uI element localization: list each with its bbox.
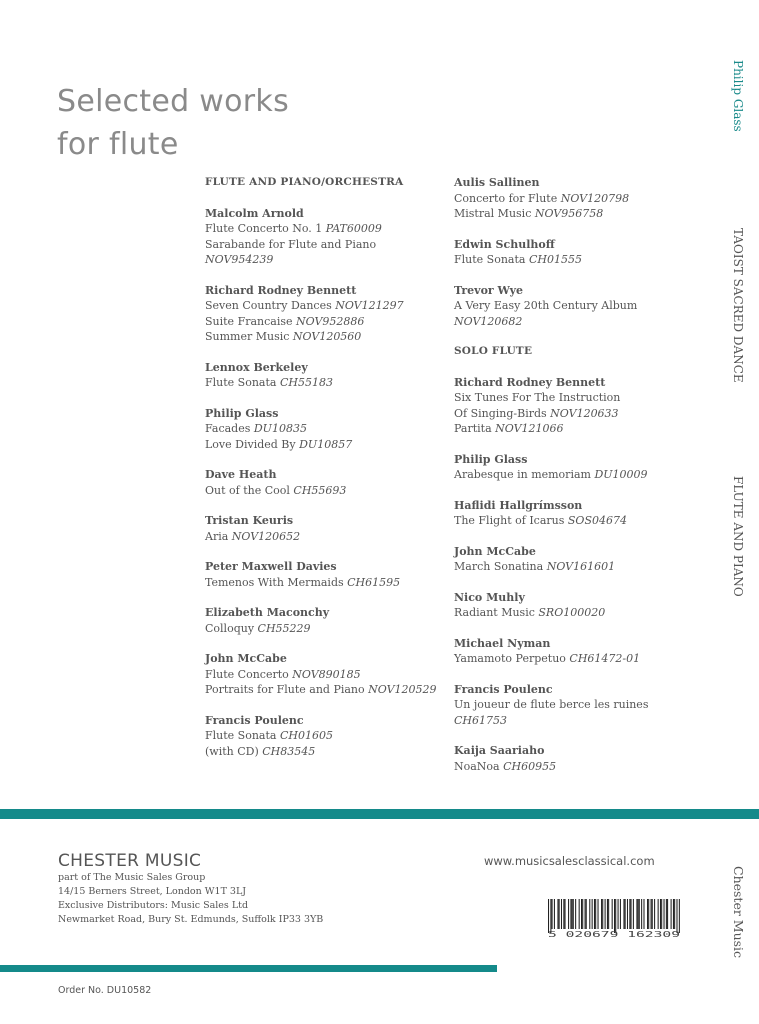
composer-name: Philip Glass bbox=[454, 452, 528, 466]
composer-name: Haflidi Hallgrímsson bbox=[454, 498, 583, 512]
work-line bbox=[205, 437, 445, 453]
work-title: Arabesque in memoriam bbox=[454, 468, 595, 481]
barcode-bar bbox=[602, 899, 603, 929]
work-title: A Very Easy 20th Century Album bbox=[454, 299, 638, 312]
barcode-bar bbox=[582, 899, 583, 929]
composer-entry bbox=[205, 513, 445, 544]
section-heading-solo-flute: SOLO FLUTE bbox=[454, 345, 533, 357]
title-line-2: for flute bbox=[57, 127, 179, 162]
work-line bbox=[205, 314, 445, 330]
barcode-bar bbox=[615, 899, 616, 933]
catalogue-code: NOV120633 bbox=[550, 406, 619, 420]
publisher-line: 14/15 Berners Street, London W1T 3LJ bbox=[58, 886, 247, 897]
catalogue-code: NOV161601 bbox=[546, 560, 616, 573]
catalogue-code: NOV120529 bbox=[368, 683, 437, 696]
composer-name: Peter Maxwell Davies bbox=[205, 560, 337, 573]
work-title: Out of the Cool bbox=[205, 483, 294, 497]
barcode-bar bbox=[568, 899, 569, 929]
work-title: Sarabande for Flute and Piano bbox=[205, 237, 377, 251]
work-title: Suite Francaise bbox=[205, 314, 296, 328]
composer-name: Tristan Keuris bbox=[205, 514, 294, 527]
work-title: Summer Music bbox=[205, 330, 293, 343]
publisher-line: part of The Music Sales Group bbox=[58, 872, 206, 883]
catalogue-code: NOV956758 bbox=[534, 207, 604, 220]
barcode-bar bbox=[643, 899, 644, 929]
work-title: The Flight of Icarus bbox=[454, 514, 568, 527]
barcode-bar bbox=[654, 899, 655, 929]
catalogue-code: CH61595 bbox=[347, 575, 401, 589]
catalogue-code: NOV121297 bbox=[335, 299, 404, 312]
order-number: Order No. DU10582 bbox=[58, 985, 152, 996]
barcode-bar bbox=[666, 899, 667, 929]
barcode-bar bbox=[561, 899, 562, 929]
work-line bbox=[454, 206, 704, 222]
work-title: Yamamoto Perpetuo bbox=[454, 652, 570, 665]
work-line bbox=[454, 513, 704, 529]
spine-work-title: TAOIST SACRED DANCE bbox=[731, 228, 745, 383]
work-title: Love Divided By bbox=[205, 437, 300, 451]
composer-name: Edwin Schulhoff bbox=[454, 237, 555, 251]
work-title: Facades bbox=[205, 422, 254, 435]
composer-name: Michael Nyman bbox=[454, 636, 551, 650]
catalogue-code: NOV120652 bbox=[231, 529, 301, 543]
composer-entry bbox=[454, 375, 704, 437]
barcode-bar bbox=[607, 899, 608, 929]
work-title: Flute Sonata bbox=[454, 253, 529, 266]
work-line bbox=[454, 467, 704, 483]
work-title: Seven Country Dances bbox=[205, 299, 336, 312]
composer-entry bbox=[205, 360, 445, 391]
work-title: Radiant Music bbox=[454, 606, 539, 619]
catalogue-code: CH60955 bbox=[503, 759, 557, 773]
barcode-bar bbox=[548, 899, 549, 933]
barcode-bar bbox=[641, 899, 642, 929]
section-heading-flute-and-piano: FLUTE AND PIANO/ORCHESTRA bbox=[205, 176, 404, 188]
composer-entry bbox=[454, 636, 704, 667]
work-line bbox=[454, 252, 704, 268]
catalogue-code: CH55693 bbox=[293, 483, 347, 497]
barcode-bar bbox=[589, 899, 590, 929]
barcode-bar bbox=[676, 899, 677, 933]
barcode-bar bbox=[625, 899, 626, 929]
work-line bbox=[205, 682, 445, 698]
catalogue-code: SRO100020 bbox=[538, 606, 606, 619]
work-title: Concerto for Flute bbox=[454, 191, 561, 205]
composer-entry bbox=[205, 605, 445, 636]
work-line bbox=[454, 314, 704, 330]
work-title: Aria bbox=[205, 529, 232, 543]
composer-name: Trevor Wye bbox=[454, 283, 524, 297]
publisher-info bbox=[58, 851, 323, 927]
barcode-bar bbox=[563, 899, 564, 929]
barcode-bar bbox=[660, 899, 661, 929]
barcode-bar bbox=[633, 899, 634, 929]
barcode-bar bbox=[595, 899, 596, 929]
work-line bbox=[454, 713, 704, 729]
barcode-bar bbox=[581, 899, 582, 929]
work-title: (with CD) bbox=[205, 744, 263, 758]
barcode-bar bbox=[592, 899, 593, 929]
composer-name: John McCabe bbox=[454, 544, 536, 558]
publisher-line: Exclusive Distributors: Music Sales Ltd bbox=[58, 900, 249, 911]
barcode-bar bbox=[552, 899, 553, 929]
work-line bbox=[205, 621, 445, 637]
work-line bbox=[454, 406, 704, 422]
work-line bbox=[205, 221, 445, 237]
composer-entry bbox=[205, 283, 445, 345]
work-line bbox=[454, 759, 704, 775]
barcode-bar bbox=[601, 899, 602, 929]
work-title: Flute Concerto No. 1 bbox=[205, 222, 326, 235]
composer-entry bbox=[205, 559, 445, 590]
barcode-bar bbox=[631, 899, 632, 929]
composer-entry bbox=[205, 651, 445, 698]
barcode-bar bbox=[658, 899, 659, 929]
composer-name: Richard Rodney Bennett bbox=[205, 283, 357, 297]
composer-list bbox=[454, 375, 704, 775]
work-line bbox=[205, 237, 445, 253]
catalogue-code: DU10835 bbox=[253, 422, 307, 435]
barcode-bar bbox=[629, 899, 630, 929]
barcode-bar bbox=[620, 899, 621, 929]
work-title: March Sonatina bbox=[454, 560, 547, 573]
barcode-bar bbox=[618, 899, 619, 929]
barcode-bar bbox=[647, 899, 648, 929]
work-title: Temenos With Mermaids bbox=[205, 575, 348, 589]
catalogue-code: NOV890185 bbox=[292, 667, 361, 681]
barcode-bar bbox=[674, 899, 675, 929]
work-line bbox=[205, 744, 445, 760]
composer-name: Kaija Saariaho bbox=[454, 744, 545, 757]
composer-name: Richard Rodney Bennett bbox=[454, 375, 606, 389]
publisher-brand: CHESTER MUSIC bbox=[58, 851, 202, 871]
work-line bbox=[205, 252, 445, 268]
barcode-bar bbox=[627, 899, 628, 929]
barcode-bar bbox=[550, 899, 551, 933]
barcode-bar bbox=[573, 899, 574, 929]
catalogue-code: NOV120682 bbox=[454, 314, 523, 328]
barcode-bar bbox=[598, 899, 599, 929]
barcode-bar bbox=[572, 899, 573, 929]
barcode-bar bbox=[554, 899, 555, 929]
catalogue-code: CH01605 bbox=[279, 729, 333, 742]
catalogue-code: CH83545 bbox=[262, 744, 316, 758]
work-line bbox=[205, 421, 445, 437]
barcode-bar bbox=[565, 899, 566, 929]
barcode-bar bbox=[639, 899, 640, 929]
barcode-bar bbox=[648, 899, 649, 929]
work-title: Six Tunes For The Instruction bbox=[454, 391, 621, 404]
catalogue-code: CH61753 bbox=[454, 713, 508, 727]
barcode-bar bbox=[652, 899, 653, 929]
work-line bbox=[205, 329, 445, 345]
work-title: Flute Sonata bbox=[205, 729, 280, 742]
spine-composer: Philip Glass bbox=[731, 60, 745, 132]
composer-entry bbox=[454, 283, 704, 330]
work-title: Flute Sonata bbox=[205, 376, 280, 389]
barcode-bar bbox=[594, 899, 595, 929]
spine-publisher: Chester Music bbox=[731, 866, 746, 959]
catalogue-code: NOV954239 bbox=[205, 253, 274, 266]
work-line bbox=[454, 697, 704, 713]
composer-entry bbox=[205, 467, 445, 498]
work-title: Mistral Music bbox=[454, 207, 535, 220]
title-line-1: Selected works bbox=[57, 84, 290, 119]
work-line bbox=[205, 529, 445, 545]
composer-name: Elizabeth Maconchy bbox=[205, 606, 330, 619]
barcode bbox=[548, 899, 680, 939]
barcode-number: 5 020679 162309 bbox=[548, 930, 680, 939]
composer-name: Lennox Berkeley bbox=[205, 360, 308, 374]
work-title: Portraits for Flute and Piano bbox=[205, 683, 369, 696]
work-title: Partita bbox=[454, 422, 496, 435]
work-title: Colloquy bbox=[205, 621, 258, 635]
work-line bbox=[205, 728, 445, 744]
barcode-bar bbox=[585, 899, 586, 929]
composer-list bbox=[205, 206, 445, 760]
barcode-bar bbox=[570, 899, 571, 929]
barcode-bar bbox=[614, 899, 615, 933]
catalogue-code: CH55183 bbox=[279, 376, 333, 389]
catalogue-code: NOV952886 bbox=[296, 314, 365, 328]
composer-entry bbox=[454, 237, 704, 268]
work-line bbox=[454, 559, 704, 575]
composer-entry bbox=[454, 682, 704, 729]
composer-name: Aulis Sallinen bbox=[454, 176, 540, 189]
catalogue-code: NOV121066 bbox=[495, 422, 564, 435]
barcode-bar bbox=[608, 899, 609, 929]
barcode-bar bbox=[667, 899, 668, 929]
work-line bbox=[205, 375, 445, 391]
catalogue-code: CH01555 bbox=[528, 253, 582, 266]
barcode-bar bbox=[557, 899, 558, 929]
catalogue-code: SOS04674 bbox=[567, 514, 627, 527]
barcode-bars bbox=[548, 899, 680, 933]
composer-name: Philip Glass bbox=[205, 406, 279, 420]
barcode-bar bbox=[579, 899, 580, 929]
work-line bbox=[454, 298, 704, 314]
composer-name: Francis Poulenc bbox=[205, 713, 304, 727]
website-url: www.musicsalesclassical.com bbox=[484, 854, 655, 868]
composer-entry bbox=[205, 206, 445, 268]
work-line bbox=[454, 191, 704, 207]
composer-name: Nico Muhly bbox=[454, 590, 525, 604]
composer-name: Francis Poulenc bbox=[454, 682, 553, 696]
divider-bar bbox=[0, 809, 759, 819]
catalogue-code: CH55229 bbox=[257, 621, 311, 635]
barcode-bar bbox=[679, 899, 680, 933]
left-column bbox=[205, 175, 445, 774]
work-title: NoaNoa bbox=[454, 759, 504, 773]
work-line bbox=[454, 390, 704, 406]
barcode-bar bbox=[638, 899, 639, 929]
composer-name: Dave Heath bbox=[205, 468, 277, 481]
barcode-bar bbox=[651, 899, 652, 929]
composer-entry bbox=[205, 406, 445, 453]
composer-name: John McCabe bbox=[205, 652, 287, 665]
barcode-bar bbox=[586, 899, 587, 929]
publisher-line: Newmarket Road, Bury St. Edmunds, Suffolk IP33 3YB bbox=[58, 914, 324, 925]
catalogue-code: PAT60009 bbox=[325, 222, 382, 235]
right-column bbox=[454, 175, 704, 789]
work-line bbox=[454, 421, 704, 437]
barcode-bar bbox=[605, 899, 606, 929]
work-line bbox=[454, 651, 704, 667]
catalogue-code: NOV120560 bbox=[292, 330, 362, 343]
barcode-bar bbox=[612, 899, 613, 929]
work-title: Un joueur de flute berce les ruines bbox=[454, 698, 649, 711]
catalogue-code: NOV120798 bbox=[560, 191, 630, 205]
barcode-bar bbox=[671, 899, 672, 929]
catalogue-code: DU10009 bbox=[594, 468, 648, 481]
work-line bbox=[205, 298, 445, 314]
barcode-bar bbox=[623, 899, 624, 929]
composer-entry bbox=[454, 498, 704, 529]
work-line bbox=[205, 575, 445, 591]
composer-entry bbox=[454, 743, 704, 774]
composer-entry bbox=[454, 452, 704, 483]
page-title bbox=[57, 80, 289, 166]
catalogue-code: CH61472-01 bbox=[569, 652, 641, 665]
composer-name: Malcolm Arnold bbox=[205, 206, 304, 220]
barcode-bar bbox=[575, 899, 576, 929]
work-line bbox=[454, 605, 704, 621]
work-line bbox=[205, 483, 445, 499]
composer-entry bbox=[454, 544, 704, 575]
work-title: Flute Concerto bbox=[205, 667, 293, 681]
composer-list bbox=[454, 175, 704, 329]
composer-entry bbox=[205, 713, 445, 760]
barcode-bar bbox=[661, 899, 662, 929]
composer-entry bbox=[454, 175, 704, 222]
composer-entry bbox=[454, 590, 704, 621]
barcode-bar bbox=[636, 899, 637, 929]
work-line bbox=[205, 667, 445, 683]
catalogue-code: DU10857 bbox=[299, 437, 353, 451]
barcode-bar bbox=[559, 899, 560, 929]
barcode-bar bbox=[664, 899, 665, 929]
barcode-bar bbox=[673, 899, 674, 929]
work-title: Of Singing-Birds bbox=[454, 406, 551, 420]
spine-instrumentation: FLUTE AND PIANO bbox=[731, 476, 745, 597]
divider-bar-bottom bbox=[0, 965, 497, 972]
